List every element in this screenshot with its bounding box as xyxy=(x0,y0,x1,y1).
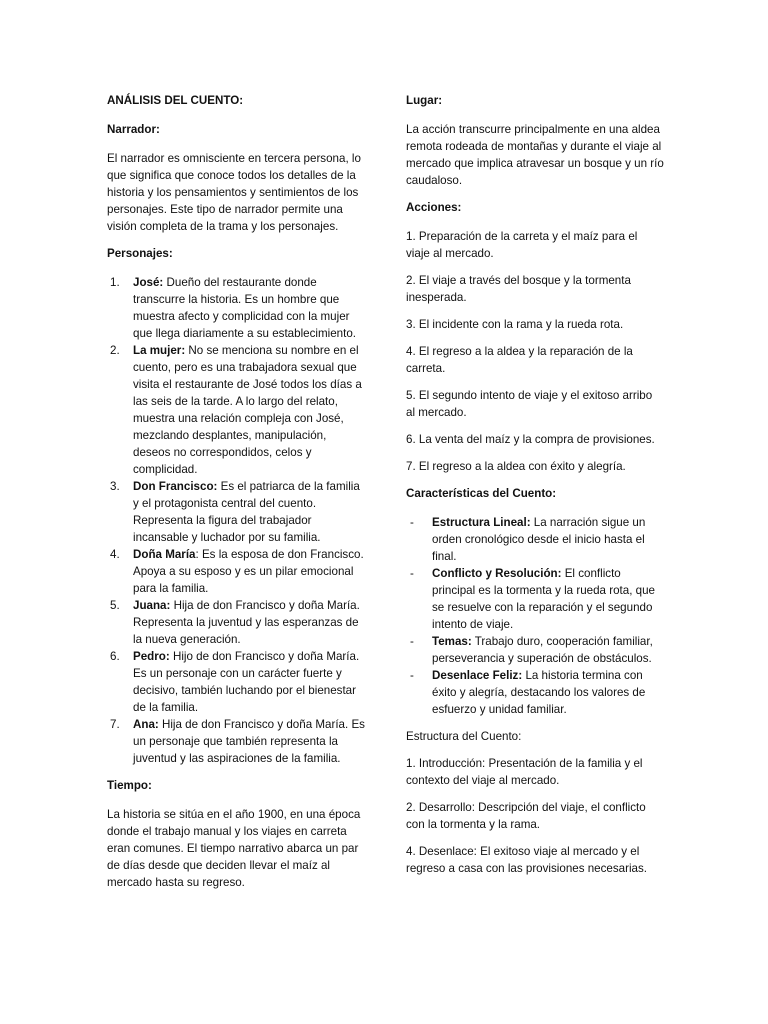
list-item xyxy=(107,342,365,478)
list-number: 4. xyxy=(110,548,120,561)
feature-name: Conflicto y Resolución: xyxy=(432,567,562,580)
list-item xyxy=(107,597,365,648)
structure-item: 1. Introducción: Presentación de la familia y el contexto del viaje al mercado. xyxy=(406,757,643,787)
character-name: Pedro: xyxy=(133,650,170,663)
feature-name: Estructura Lineal: xyxy=(432,516,531,529)
action-item: 1. Preparación de la carreta y el maíz para el viaje al mercado. xyxy=(406,230,638,260)
structure-item: 2. Desarrollo: Descripción del viaje, el conflicto con la tormenta y la rama. xyxy=(406,801,646,831)
list-item xyxy=(107,274,365,342)
character-description: Dueño del restaurante donde transcurre la historia. Es un hombre que muestra afecto y complicidad con la mujer que llega diariamente a su establecimiento. xyxy=(133,276,356,340)
dash-bullet: - xyxy=(410,635,414,648)
personajes-heading: Personajes: xyxy=(107,247,173,260)
character-description: Hija de don Francisco y doña María. Es un personaje que también representa la juventud y las aspiraciones de la familia. xyxy=(133,718,365,765)
lugar-paragraph: La acción transcurre principalmente en una aldea remota rodeada de montañas y durante el viaje al mercado que implica atravesar un bosque y un río caudaloso. xyxy=(406,123,664,187)
personajes-list xyxy=(107,274,365,767)
action-item: 3. El incidente con la rama y la rueda rota. xyxy=(406,318,624,331)
tiempo-heading: Tiempo: xyxy=(107,779,152,792)
caracteristicas-heading: Características del Cuento: xyxy=(406,487,557,500)
tiempo-paragraph: La historia se sitúa en el año 1900, en una época donde el trabajo manual y los viajes en carreta eran comunes. El tiempo narrativo abarca un par de días desde que deciden llevar el maíz al mercado hasta su regreso. xyxy=(107,808,361,889)
narrador-paragraph: El narrador es omnisciente en tercera persona, lo que significa que conoce todos los detalles de la historia y los pensamientos y sentimientos de los personajes. Este tipo de narrador permite una visión completa de la trama y los personajes. xyxy=(107,152,361,233)
dash-bullet: - xyxy=(410,669,414,682)
action-item: 7. El regreso a la aldea con éxito y alegría. xyxy=(406,460,626,473)
list-number: 7. xyxy=(110,718,120,731)
character-name: Doña María xyxy=(133,548,196,561)
action-item: 2. El viaje a través del bosque y la tormenta inesperada. xyxy=(406,274,631,304)
estructura-heading: Estructura del Cuento: xyxy=(406,730,522,743)
document-title: ANÁLISIS DEL CUENTO: xyxy=(107,94,244,107)
character-name: José: xyxy=(133,276,164,289)
list-item xyxy=(107,648,365,716)
lugar-heading: Lugar: xyxy=(406,94,443,107)
list-item xyxy=(107,546,365,597)
left-column xyxy=(107,92,365,901)
action-item: 5. El segundo intento de viaje y el exitoso arribo al mercado. xyxy=(406,389,653,419)
character-description: : Es la esposa de don Francisco. Apoya a su esposo y es un pilar emocional para la familia. xyxy=(133,548,364,595)
feature-description: La narración sigue un orden cronológico desde el inicio hasta el final. xyxy=(432,516,646,563)
character-name: Don Francisco: xyxy=(133,480,218,493)
character-name: Juana: xyxy=(133,599,171,612)
feature-name: Temas: xyxy=(432,635,472,648)
character-name: La mujer: xyxy=(133,344,186,357)
feature-description: La historia termina con éxito y alegría, destacando los valores de esfuerzo y unidad familiar. xyxy=(432,669,646,716)
acciones-heading: Acciones: xyxy=(406,201,462,214)
feature-description: Trabajo duro, cooperación familiar, perseverancia y superación de obstáculos. xyxy=(432,635,653,665)
list-number: 3. xyxy=(110,480,120,493)
feature-description: El conflicto principal es la tormenta y la rueda rota, que se resuelve con la reparación y el segundo intento de viaje. xyxy=(432,567,655,631)
character-name: Ana: xyxy=(133,718,159,731)
dash-bullet: - xyxy=(410,567,414,580)
list-item xyxy=(406,514,664,565)
character-description: Es el patriarca de la familia y el protagonista central del cuento. Representa la figura del trabajador incansable y luchador por su familia. xyxy=(133,480,360,544)
narrador-heading: Narrador: xyxy=(107,123,160,136)
list-item xyxy=(406,667,664,718)
list-item xyxy=(406,565,664,633)
right-column xyxy=(406,92,664,887)
structure-item: 4. Desenlace: El exitoso viaje al mercado y el regreso a casa con las provisiones necesarias. xyxy=(406,845,648,875)
list-number: 1. xyxy=(110,276,120,289)
list-number: 2. xyxy=(110,344,120,357)
character-description: No se menciona su nombre en el cuento, pero es una trabajadora sexual que visita el restaurante de José todos los días a las seis de la tarde. A lo largo del relato, muestra una relación compleja con José, mezclando desplantes, manipulación, deseos no correspondidos, celos y complicidad. xyxy=(133,344,362,476)
list-item xyxy=(107,478,365,546)
character-description: Hija de don Francisco y doña María. Representa la juventud y las esperanzas de la nueva generación. xyxy=(133,599,360,646)
list-item xyxy=(107,716,365,767)
feature-name: Desenlace Feliz: xyxy=(432,669,523,682)
caracteristicas-list xyxy=(406,514,664,718)
dash-bullet: - xyxy=(410,516,414,529)
action-item: 4. El regreso a la aldea y la reparación de la carreta. xyxy=(406,345,633,375)
list-number: 5. xyxy=(110,599,120,612)
character-description: Hijo de don Francisco y doña María. Es un personaje con un carácter fuerte y decisivo, también luchando por el bienestar de la familia. xyxy=(133,650,360,714)
list-number: 6. xyxy=(110,650,120,663)
list-item xyxy=(406,633,664,667)
action-item: 6. La venta del maíz y la compra de provisiones. xyxy=(406,433,655,446)
